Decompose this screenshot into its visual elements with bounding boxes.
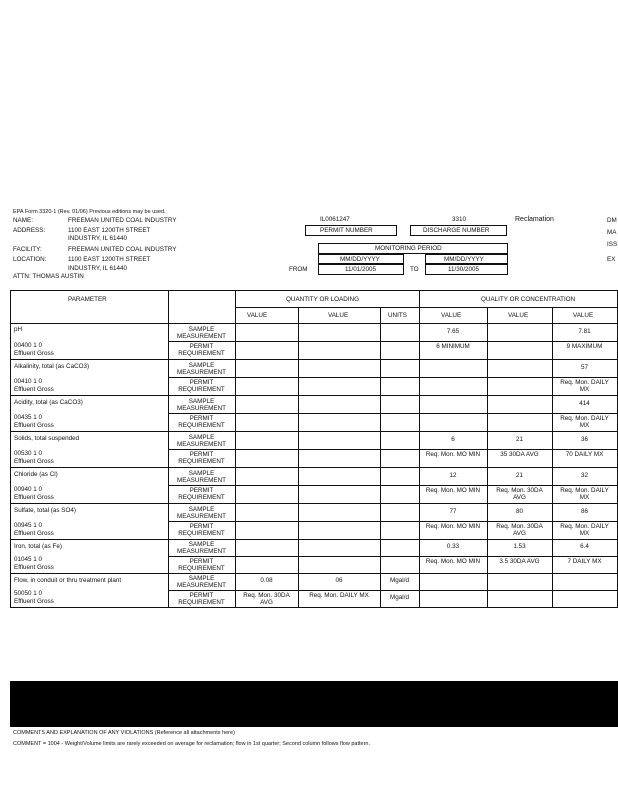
- qual-min-sample: 0.33: [446, 543, 460, 550]
- param-name: Chloride (as Cl): [14, 471, 58, 478]
- param-code: 00410 1 0: [14, 378, 43, 385]
- qual-min-sample: 6: [451, 436, 455, 443]
- monitoring-period-label: MONITORING PERIOD: [375, 245, 442, 252]
- right-edge-3: ISS: [607, 241, 618, 248]
- sample-measurement-label: SAMPLE MEASUREMENT: [177, 541, 226, 555]
- param-code: 01045 1 0: [14, 556, 43, 563]
- discharge-number-label: DISCHARGE NUMBER: [423, 227, 490, 234]
- sample-measurement-label: SAMPLE MEASUREMENT: [177, 506, 226, 520]
- qual-min-sample: 7.65: [446, 328, 460, 335]
- from-format-box: [318, 254, 404, 264]
- param-code: 00400 1 0: [14, 342, 43, 349]
- param-sub: Effluent Gross: [14, 530, 54, 537]
- discharge-number: 3310: [452, 216, 467, 223]
- to-value: 11/30/2005: [448, 266, 480, 273]
- param-sub: Effluent Gross: [14, 598, 54, 605]
- qty-avg-sample: 0.08: [260, 577, 273, 584]
- permit-requirement-label: PERMIT REQUIREMENT: [178, 451, 225, 465]
- location-line-1: 1100 EAST 1200TH STREET: [68, 256, 151, 263]
- quantity-header: QUANTITY OR LOADING: [286, 296, 360, 303]
- permit-requirement-label: PERMIT REQUIREMENT: [178, 592, 225, 606]
- monitoring-period-box: [318, 243, 508, 254]
- discharge-number-box: [410, 225, 507, 236]
- permittee-name: FREEMAN UNITED COAL INDUSTRY: [68, 217, 177, 224]
- sample-measurement-label: SAMPLE MEASUREMENT: [177, 398, 226, 412]
- quality-header: QUALITY OR CONCENTRATION: [481, 296, 576, 303]
- qual-max-permit: Req. Mon. DAILY MX: [560, 415, 609, 429]
- right-edge-1: DM: [607, 217, 617, 224]
- param-code: 00435 1 0: [14, 414, 43, 421]
- qty-units-sample: Mgal/d: [390, 577, 409, 584]
- location-label: LOCATION:: [13, 256, 47, 263]
- param-name: pH: [14, 326, 23, 333]
- param-code: 50050 1 0: [14, 590, 43, 597]
- param-sub: Effluent Gross: [14, 386, 54, 393]
- qual-min-permit: Req. Mon. MO MIN: [425, 523, 481, 530]
- to-format-box: [425, 254, 508, 264]
- address-line-1: 1100 EAST 1200TH STREET: [68, 227, 151, 234]
- facility-label: FACILITY:: [13, 246, 42, 253]
- attention-line: ATTN: THOMAS AUSTIN: [13, 273, 84, 280]
- param-name: Acidity, total (as CaCO3): [14, 399, 83, 406]
- qty-value-header-1: VALUE: [247, 312, 268, 319]
- qual-avg-permit: 3.5 30DA AVG: [499, 558, 540, 565]
- permit-number-label: PERMIT NUMBER: [320, 227, 373, 234]
- qual-avg-sample: 80: [515, 508, 523, 515]
- qual-avg-permit: Req. Mon. 30DA AVG: [496, 523, 543, 537]
- location-line-2: INDUSTRY, IL 61440: [68, 265, 128, 272]
- param-sub: Effluent Gross: [14, 422, 54, 429]
- to-format: MM/DD/YYYY: [444, 256, 484, 263]
- qty-max-sample: 06: [335, 577, 343, 584]
- qual-max-permit: 9 MAXIMUM: [566, 343, 603, 350]
- param-sub: Effluent Gross: [14, 494, 54, 501]
- sample-measurement-label: SAMPLE MEASUREMENT: [177, 326, 226, 340]
- param-code: 00940 1 0: [14, 486, 43, 493]
- qual-value-header-1: VALUE: [441, 312, 462, 319]
- param-name: Sulfate, total (as SO4): [14, 507, 76, 514]
- param-code: 00945 1 0: [14, 522, 43, 529]
- redaction-band: [10, 681, 618, 727]
- from-format: MM/DD/YYYY: [340, 256, 380, 263]
- param-sub: Effluent Gross: [14, 458, 54, 465]
- qual-avg-sample: 1.53: [513, 543, 526, 550]
- comments-heading: COMMENTS AND EXPLANATION OF ANY VIOLATIONS (Reference all attachments here): [13, 730, 235, 736]
- qual-min-sample: 77: [449, 508, 457, 515]
- permit-requirement-label: PERMIT REQUIREMENT: [178, 415, 225, 429]
- from-value: 11/01/2005: [345, 266, 377, 273]
- sample-measurement-label: SAMPLE MEASUREMENT: [177, 362, 226, 376]
- facility-name: FREEMAN UNITED COAL INDUSTRY: [68, 246, 177, 253]
- param-sub: Effluent Gross: [14, 350, 54, 357]
- units-header: UNITS: [388, 312, 407, 319]
- param-name: Alkalinity, total (as CaCO3): [14, 363, 90, 370]
- qual-avg-permit: Req. Mon. 30DA AVG: [496, 487, 543, 501]
- qual-max-permit: Req. Mon. DAILY MX: [560, 523, 609, 537]
- permit-number: IL0061247: [320, 216, 350, 223]
- qual-max-sample: 57: [580, 364, 588, 371]
- qual-max-permit: 7 DAILY MX: [567, 558, 602, 565]
- qual-min-sample: 12: [449, 472, 457, 479]
- permit-requirement-label: PERMIT REQUIREMENT: [178, 343, 225, 357]
- qual-max-permit: Req. Mon. DAILY MX: [560, 487, 609, 501]
- qty-value-header-2: VALUE: [328, 312, 349, 319]
- permit-number-box: [305, 225, 397, 236]
- param-name: Flow, in conduit or thru treatment plant: [14, 577, 122, 584]
- param-name: Solids, total suspended: [14, 435, 80, 442]
- address-line-2: INDUSTRY, IL 61440: [68, 235, 128, 242]
- param-sub: Effluent Gross: [14, 564, 54, 571]
- qty-max-permit: Req. Mon. DAILY MX: [309, 592, 369, 599]
- permit-requirement-label: PERMIT REQUIREMENT: [178, 558, 225, 572]
- from-label: FROM: [289, 266, 308, 273]
- qual-min-permit: Req. Mon. MO MIN: [425, 487, 481, 494]
- permit-requirement-label: PERMIT REQUIREMENT: [178, 487, 225, 501]
- right-edge-2: MA: [607, 229, 617, 236]
- param-code: 00530 1 0: [14, 450, 43, 457]
- name-label: NAME:: [13, 217, 33, 224]
- qual-max-sample: 86: [580, 508, 588, 515]
- qual-max-sample: 7.81: [578, 328, 591, 335]
- right-edge-4: EX: [607, 256, 616, 263]
- qty-units-permit: Mgal/d: [390, 594, 409, 601]
- sample-measurement-label: SAMPLE MEASUREMENT: [177, 470, 226, 484]
- qual-min-permit: Req. Mon. MO MIN: [425, 451, 481, 458]
- qual-max-permit: 70 DAILY MX: [565, 451, 604, 458]
- to-label: TO: [410, 266, 419, 273]
- qual-min-permit: Req. Mon. MO MIN: [425, 558, 481, 565]
- qual-min-permit: 6 MINIMUM: [436, 343, 470, 350]
- param-name: Iron, total (as Fe): [14, 543, 62, 550]
- qual-value-header-3: VALUE: [573, 312, 594, 319]
- permit-requirement-label: PERMIT REQUIREMENT: [178, 379, 225, 393]
- sample-measurement-label: SAMPLE MEASUREMENT: [177, 434, 226, 448]
- parameter-header: PARAMETER: [68, 296, 107, 303]
- address-label: ADDRESS:: [13, 227, 46, 234]
- qual-max-sample: 6.4: [580, 543, 589, 550]
- qual-avg-sample: 21: [515, 472, 523, 479]
- qual-max-sample: 414: [579, 400, 590, 407]
- qual-max-sample: 36: [580, 436, 588, 443]
- qual-value-header-2: VALUE: [508, 312, 529, 319]
- to-value-box: [425, 264, 508, 275]
- sample-measurement-label: SAMPLE MEASUREMENT: [177, 575, 226, 589]
- comments-text: COMMENT = 1004 - Weight/Volume limits are rarely exceeded on average for reclamation; flow in 1st quarter; Second column follows flow pattern.: [13, 741, 371, 747]
- qual-avg-sample: 21: [515, 436, 523, 443]
- from-value-box: [318, 264, 404, 275]
- qual-max-permit: Req. Mon. DAILY MX: [560, 379, 609, 393]
- qual-max-sample: 32: [580, 472, 588, 479]
- qual-avg-permit: 35 30DA AVG: [500, 451, 539, 458]
- permit-requirement-label: PERMIT REQUIREMENT: [178, 523, 225, 537]
- form-note: EPA Form 3320-1 (Rev. 01/06) Previous editions may be used.: [13, 209, 166, 215]
- qty-avg-permit: Req. Mon. 30DA AVG: [243, 592, 290, 606]
- reclamation-label: Reclamation: [515, 216, 554, 223]
